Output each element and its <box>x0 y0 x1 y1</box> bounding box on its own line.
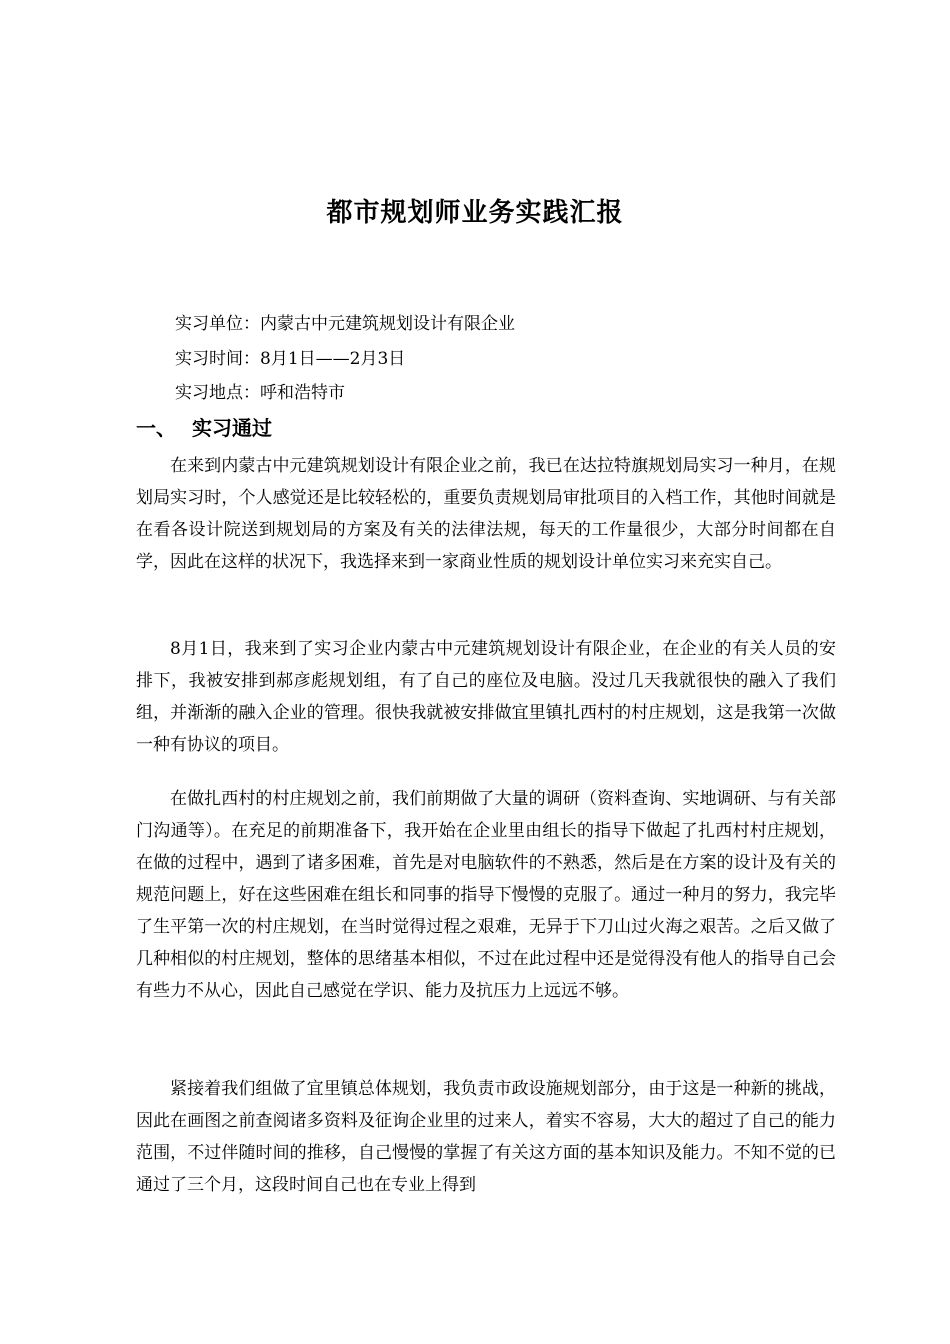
section-number: 一、 <box>136 416 176 440</box>
paragraph-4: 紧接着我们组做了宜里镇总体规划，我负责市政设施规划部分，由于这是一种新的挑战，因此在画图之前查阅诸多资料及征询企业里的过来人，着实不容易，大大的超过了自己的能力范围，不过伴随时间的推移，自己慢慢的掌握了有关这方面的基本知识及能力。不知不觉的已通过了三个月，这段时间自己也在专业上得到 <box>136 1079 836 1195</box>
paragraph-3: 在做扎西村的村庄规划之前，我们前期做了大量的调研（资料查询、实地调研、与有关部门沟通等）。在充足的前期准备下，我开始在企业里由组长的指导下做起了扎西村村庄规划，在做的过程中，遇到了诸多困难，首先是对电脑软件的不熟悉，然后是在方案的设计及有关的规范问题上，好在这些困难在组长和同事的指导下慢慢的克服了。通过一种月的努力，我完毕了生平第一次的村庄规划，在当时觉得过程之艰难，无异于下刀山过火海之艰苦。之后又做了几种相似的村庄规划，整体的思绪基本相似，不过在此过程中还是觉得没有他人的指导自己会有些力不从心，因此自己感觉在学识、能力及抗压力上远远不够。 <box>136 789 836 1001</box>
internship-time: 实习时间：8月1日——2月3日 <box>175 349 406 369</box>
document-title: 都市规划师业务实践汇报 <box>326 198 624 228</box>
section-title: 实习通过 <box>192 416 272 440</box>
paragraph-2: 8月1日，我来到了实习企业内蒙古中元建筑规划设计有限企业，在企业的有关人员的安排下，我被安排到郝彦彪规划组，有了自己的座位及电脑。没过几天我就很快的融入了我们组，并渐渐的融入企业的管理。很快我就被安排做宜里镇扎西村的村庄规划，这是我第一次做一种有协议的项目。 <box>136 639 836 755</box>
section-heading <box>136 413 272 443</box>
internship-unit: 实习单位：内蒙古中元建筑规划设计有限企业 <box>175 314 515 334</box>
internship-location: 实习地点：呼和浩特市 <box>175 383 345 403</box>
paragraph-1: 在来到内蒙古中元建筑规划设计有限企业之前，我已在达拉特旗规划局实习一种月，在规划局实习时，个人感觉还是比较轻松的，重要负责规划局审批项目的入档工作，其他时间就是在看各设计院送到规划局的方案及有关的法律法规，每天的工作量很少，大部分时间都在自学，因此在这样的状况下，我选择来到一家商业性质的规划设计单位实习来充实自己。 <box>136 456 836 572</box>
